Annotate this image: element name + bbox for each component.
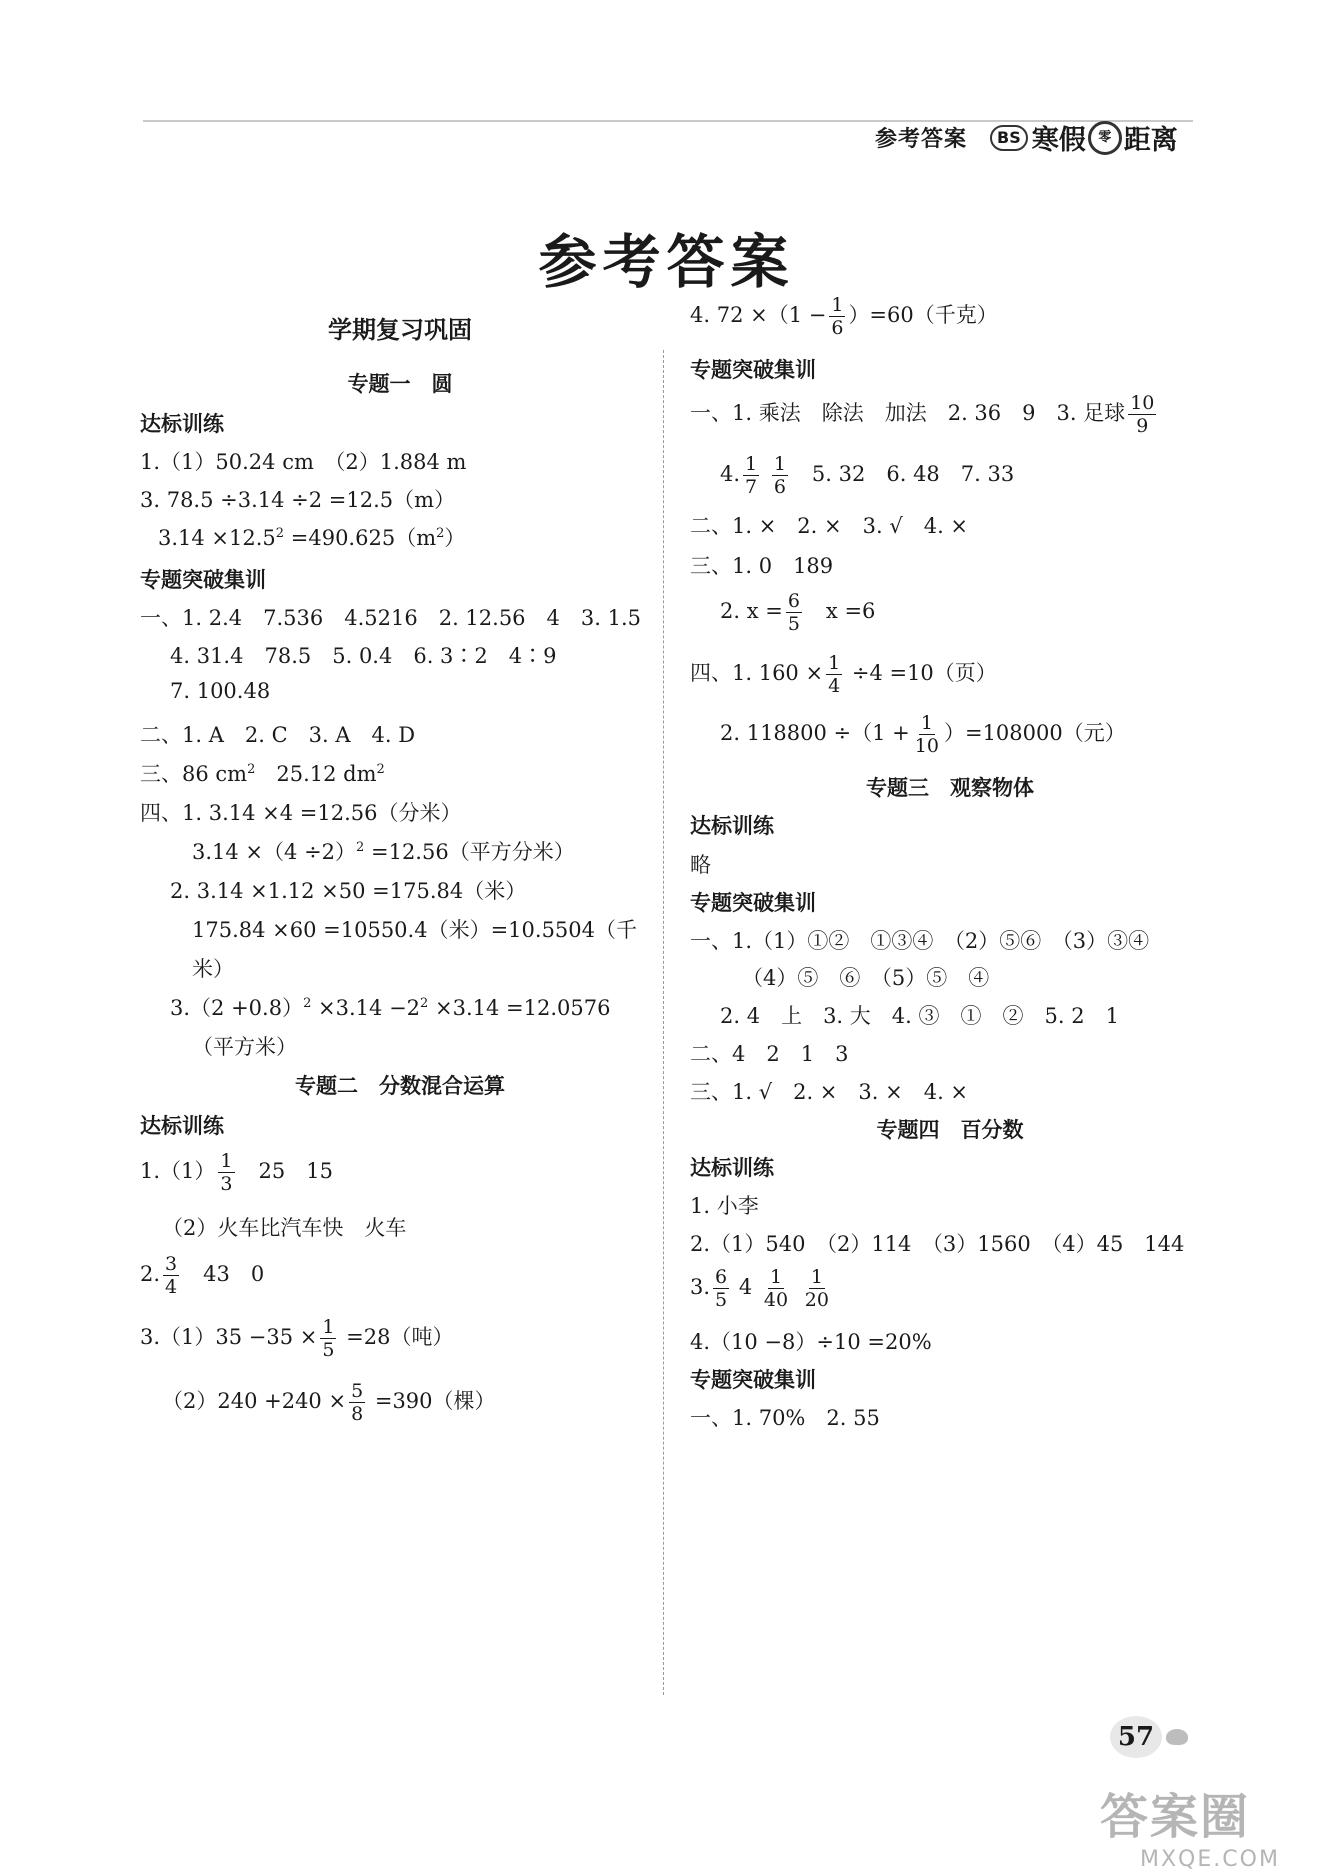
topic-4-title: 专题四 百分数 <box>876 1118 1024 1142</box>
page-number <box>1110 1716 1188 1758</box>
answer-line: 二、1. A 2. C 3. A 4. D <box>140 723 416 747</box>
answer-line: 1. 小李 <box>690 1194 759 1218</box>
watermark-url: MXQE.COM <box>1140 1847 1280 1872</box>
answer-line: 4. 31.4 78.5 5. 0.4 6. 3∶2 4∶9 <box>170 644 557 668</box>
answer-line: 175.84 ×60 =10550.4（米）=10.5504（千 <box>192 918 638 942</box>
topic-2-title: 专题二 分数混合运算 <box>295 1074 505 1098</box>
answer-line: 7. 100.48 <box>170 679 271 703</box>
answer-line: 2. x = $\frac{6}{5}$ x =6 <box>720 590 876 635</box>
answer-line: 米） <box>192 957 234 981</box>
answer-line: 三、1. 0 189 <box>690 554 834 578</box>
answer-line: 四、1. 160 × $\frac{1}{4}$ ÷4 =10（页） <box>690 652 997 697</box>
section-dabiao: 达标训练 <box>140 412 224 436</box>
column-divider <box>663 350 664 1695</box>
answer-line: 四、1. 3.14 ×4 =12.56（分米） <box>140 801 462 825</box>
answer-line: （平方米） <box>192 1035 297 1059</box>
brand-tag: BS <box>990 125 1028 151</box>
answer-line: 二、1. × 2. × 3. √ 4. × <box>690 514 969 538</box>
answer-line: 1.（1）50.24 cm （2）1.884 m <box>140 450 467 474</box>
answer-line: 3.（1）35 −35 × $\frac{1}{5}$ =28（吨） <box>140 1316 454 1361</box>
answer-line: 三、86 $cm^2$ 25.12 $dm^2$ <box>140 762 385 786</box>
answer-line: 二、4 2 1 3 <box>690 1042 849 1066</box>
section-dabiao: 达标训练 <box>690 814 774 838</box>
answer-line: $3.(2 +0.8)^2 \times 3.14 -2^2 \times 3.14 =12.0576$ <box>170 996 611 1020</box>
answer-line: 略 <box>690 853 711 877</box>
answer-line: 三、1. √ 2. × 3. × 4. × <box>690 1080 969 1104</box>
section-tupo: 专题突破集训 <box>690 1368 816 1392</box>
answer-line: 一、1. 2.4 7.536 4.5216 2. 12.56 4 3. 1.5 <box>140 606 642 630</box>
brand-zero: 零 <box>1088 121 1122 155</box>
section-tupo: 专题突破集训 <box>690 358 816 382</box>
section-tupo: 专题突破集训 <box>140 568 266 592</box>
answer-line: $3.14 \times(4 \div 2)^2 =12.56$（平方分米） <box>192 840 575 864</box>
answer-line: 一、1. 乘法 除法 加法 2. 36 9 3. 足球 $\frac{10}{9}$ <box>690 392 1155 437</box>
answer-line: 4.（10 −8）÷10 =20% <box>690 1330 932 1354</box>
topic-3-title: 专题三 观察物体 <box>866 776 1034 800</box>
part-title: 学期复习巩固 <box>328 316 472 344</box>
answer-line: 一、1. 70% 2. 55 <box>690 1406 880 1430</box>
answer-line: 1.（1） $\frac{1}{3}$ 25 15 <box>140 1150 333 1195</box>
answer-line: 3. $\frac{6}{5}$ 4 $\frac{1}{40}$ $\frac{1}{20}$ <box>690 1266 829 1311</box>
page-number-badge: 57 <box>1110 1716 1162 1758</box>
watermark-text: 答案圈 <box>1100 1789 1251 1845</box>
answer-line: 2. 3.14 ×1.12 ×50 =175.84（米） <box>170 879 527 903</box>
answer-line: （2）240 +240 × $\frac{5}{8}$ =390（棵） <box>162 1380 496 1425</box>
answer-line: 4. 72 ×（1 − $\frac{1}{6}$ ）=60（千克） <box>690 294 998 339</box>
answer-line: 2. $\frac{3}{4}$ 43 0 <box>140 1253 265 1298</box>
answer-line: $3.14 \times 12.5^2 =490.625(m^2)$ <box>158 526 466 550</box>
section-tupo: 专题突破集训 <box>690 891 816 915</box>
answer-line: 2. 4 上 3. 大 4. ③ ① ② 5. 2 1 <box>720 1004 1119 1028</box>
answer-line: （4）⑤ ⑥ （5）⑤ ④ <box>742 966 990 990</box>
header-label: 参考答案 <box>875 127 968 152</box>
answer-line: 2.（1）540 （2）114 （3）1560 （4）45 144 <box>690 1232 1185 1256</box>
answer-line: 4. $\frac{1}{7}$ $\frac{1}{6}$ 5. 32 6. 48 7. 33 <box>720 453 1015 498</box>
bird-icon <box>1166 1729 1188 1745</box>
answer-line: 3. 78.5 ÷3.14 ÷2 =12.5（m） <box>140 488 456 512</box>
brand-logo <box>990 118 1178 157</box>
section-dabiao: 达标训练 <box>140 1114 224 1138</box>
answer-line: （2）火车比汽车快 火车 <box>162 1216 407 1240</box>
watermark <box>1100 1778 1280 1872</box>
brand-text-b: 距离 <box>1123 125 1178 156</box>
brand-text-a: 寒假 <box>1031 125 1086 156</box>
answer-line: 2. 118800 ÷（1 + $\frac{1}{10}$ ）=108000（元） <box>720 712 1126 757</box>
topic-1-title: 专题一 圆 <box>347 372 453 396</box>
answer-line: 一、1.（1）①② ①③④ （2）⑤⑥ （3）③④ <box>690 929 1150 953</box>
page-title: 参考答案 <box>538 228 795 296</box>
section-dabiao: 达标训练 <box>690 1156 774 1180</box>
